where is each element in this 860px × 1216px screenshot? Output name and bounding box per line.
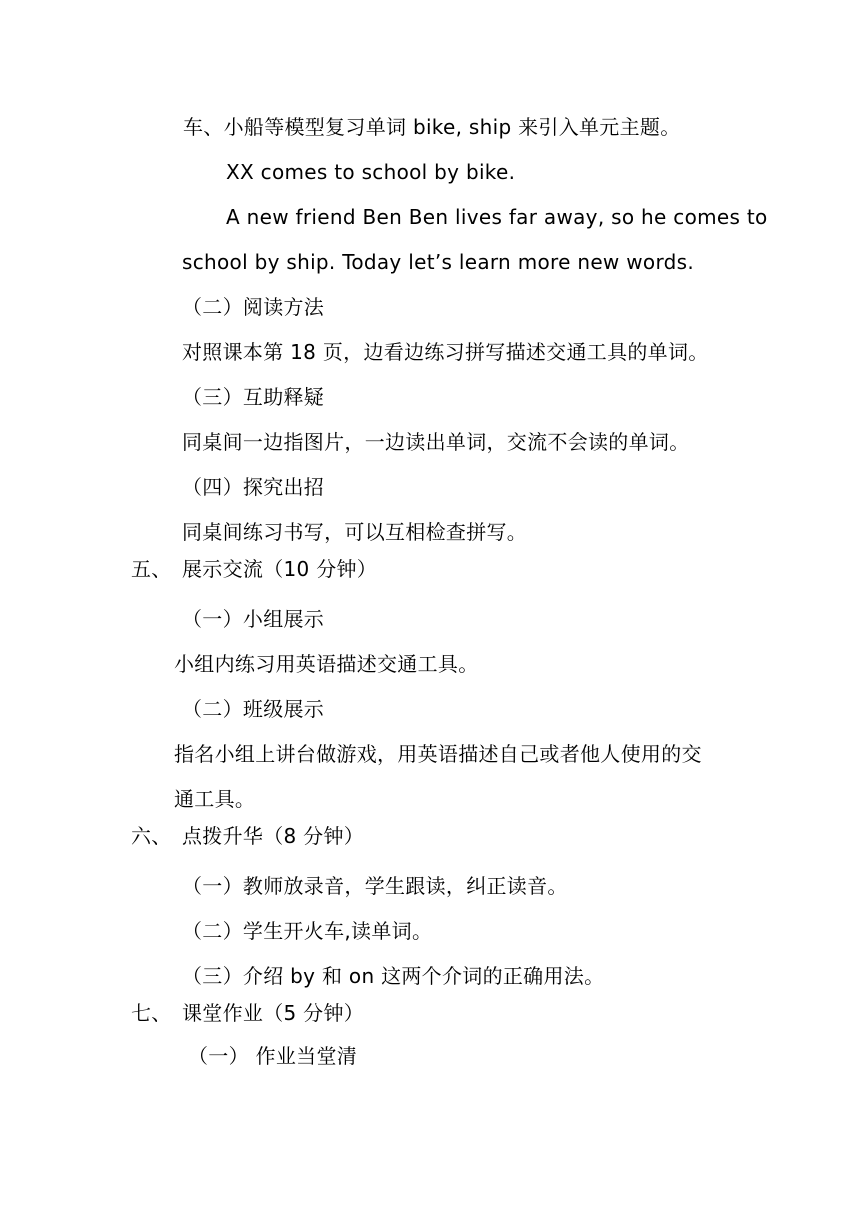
subheading: （二）阅读方法 xyxy=(182,295,325,319)
subheading: （四）探究出招 xyxy=(182,475,325,499)
paragraph-line: 小组内练习用英语描述交通工具。 xyxy=(174,652,479,676)
paragraph-line: 同桌间练习书写，可以互相检查拼写。 xyxy=(182,520,528,544)
section-heading: 课堂作业（5 分钟） xyxy=(182,1001,365,1025)
subheading: （二）班级展示 xyxy=(182,697,325,721)
subheading: （三）互助释疑 xyxy=(182,385,325,409)
paragraph-line: A new friend Ben Ben lives far away, so he comes to xyxy=(226,205,768,229)
section-number: 六、 xyxy=(131,824,172,848)
section-heading: 点拨升华（8 分钟） xyxy=(182,824,365,848)
paragraph-line: 同桌间一边指图片，一边读出单词，交流不会读的单词。 xyxy=(182,430,690,454)
paragraph-line: 车、小船等模型复习单词 bike, ship 来引入单元主题。 xyxy=(183,115,681,139)
subheading: （一）小组展示 xyxy=(182,607,325,631)
subheading: （一） 作业当堂清 xyxy=(188,1044,358,1068)
paragraph-line: （三）介绍 by 和 on 这两个介词的正确用法。 xyxy=(182,964,605,988)
paragraph-line: school by ship. Today let’s learn more new words. xyxy=(182,250,694,274)
paragraph-line: （一）教师放录音，学生跟读，纠正读音。 xyxy=(182,874,568,898)
paragraph-line: 对照课本第 18 页，边看边练习拼写描述交通工具的单词。 xyxy=(182,340,709,364)
paragraph-line: （二）学生开火车,读单词。 xyxy=(182,919,433,943)
section-heading: 展示交流（10 分钟） xyxy=(182,557,378,581)
paragraph-line: 指名小组上讲台做游戏，用英语描述自己或者他人使用的交 xyxy=(174,742,702,766)
section-number: 七、 xyxy=(131,1001,172,1025)
paragraph-line: 通工具。 xyxy=(174,787,256,811)
paragraph-line: XX comes to school by bike. xyxy=(226,160,516,184)
section-number: 五、 xyxy=(131,557,172,581)
